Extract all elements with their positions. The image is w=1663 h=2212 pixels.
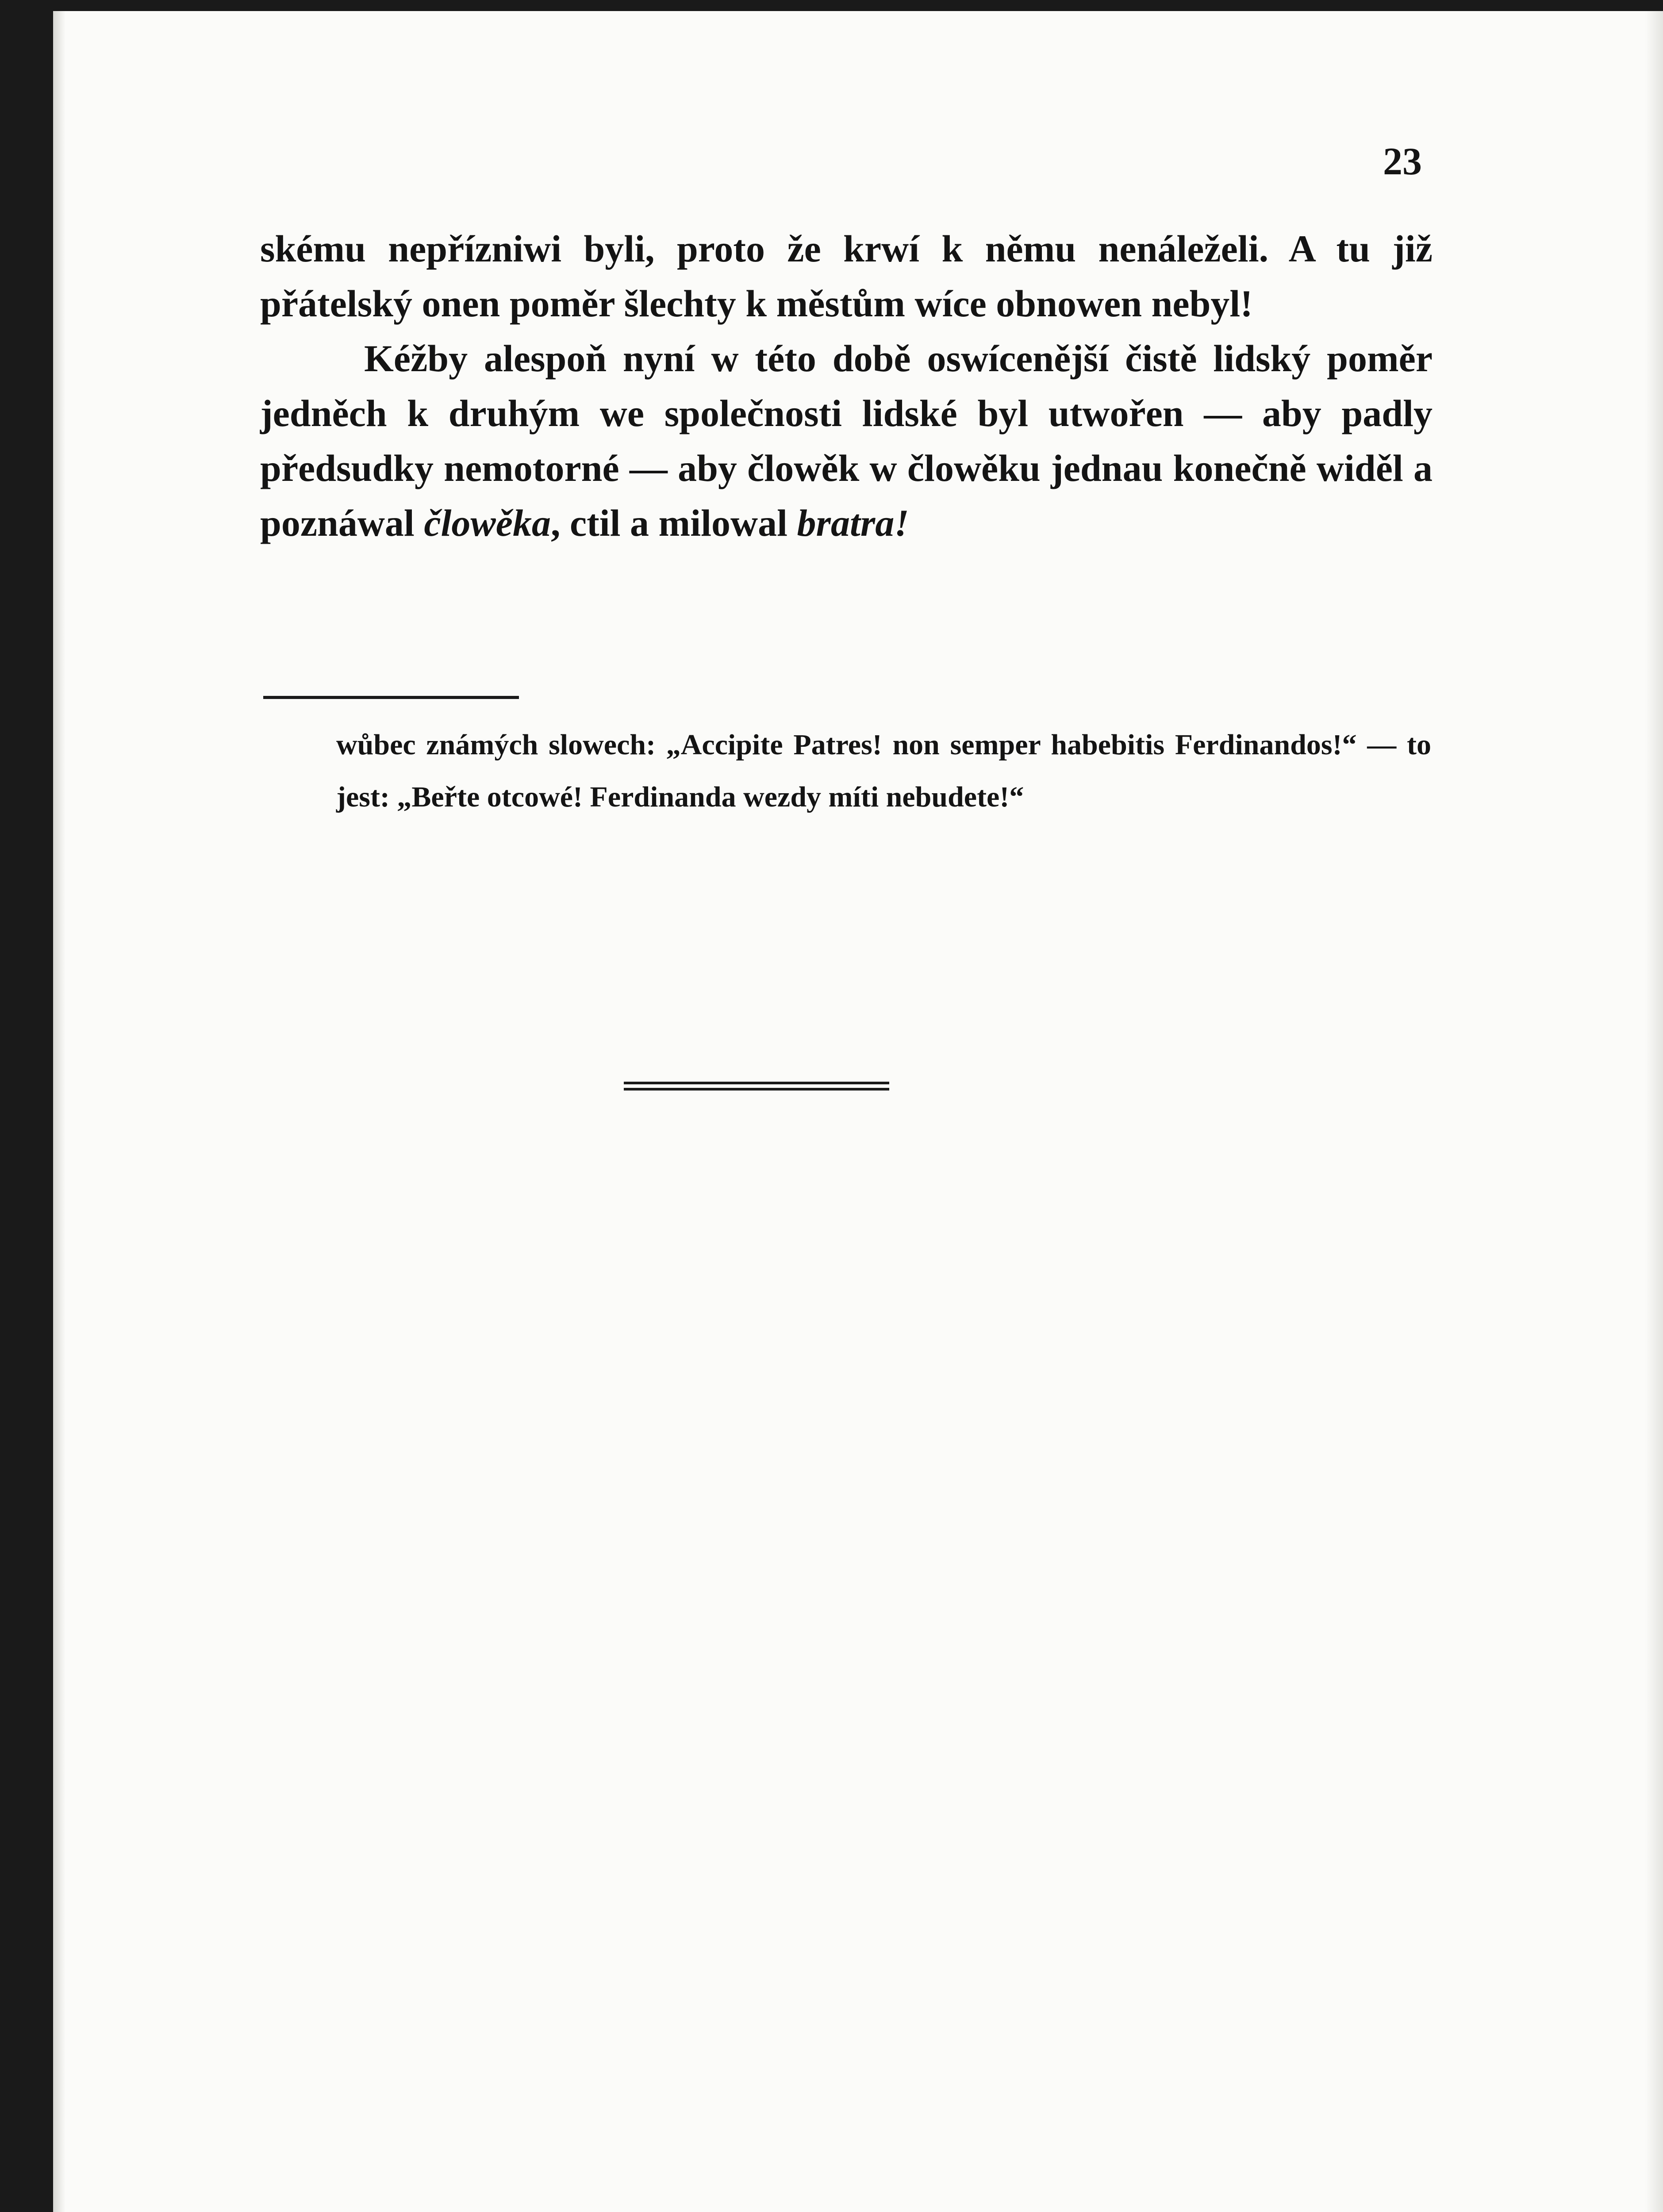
paragraph-1-text: skému nepřízniwi byli, proto že krwí k němu nenáleželi. A tu již přátelský onen poměr šlechty k městům wíce obnowen nebyl! (260, 227, 1433, 325)
paragraph-2 (260, 331, 1433, 550)
footnote (336, 719, 1431, 823)
body-text (260, 221, 1433, 550)
end-rule-line-bottom (624, 1088, 889, 1091)
paragraph-2-italic-cloweka: člowěka (424, 502, 551, 544)
page-number: 23 (1383, 140, 1422, 183)
paragraph-2-text-c: ! (894, 502, 909, 544)
book-page (53, 11, 1663, 2212)
end-ornament-double-rule (624, 1082, 889, 1092)
footnote-text: wůbec známých slowech: „Accipite Patres! non semper habebitis Ferdinandos!“ — to jest: „Beřte otcowé! Ferdinanda wezdy míti nebudete!“ (336, 729, 1431, 813)
paragraph-1 (260, 221, 1433, 331)
page-edge-shadow (1645, 11, 1663, 2212)
paragraph-2-text-b: , ctil a milowal (550, 502, 797, 544)
paragraph-2-italic-bratra: bratra (797, 502, 895, 544)
paragraph-2-text-a: Kéžby alespoň nyní w této době oswícenější čistě lidský poměr jedněch k druhým we společnosti lidské byl utwořen — aby padly předsudky nemotorné — aby člowěk w člowěku jednau konečně widěl a poznáwal (260, 337, 1433, 544)
page-spine-shadow (53, 11, 65, 2212)
end-rule-line-top (624, 1082, 889, 1084)
footnote-separator-rule (263, 696, 519, 699)
